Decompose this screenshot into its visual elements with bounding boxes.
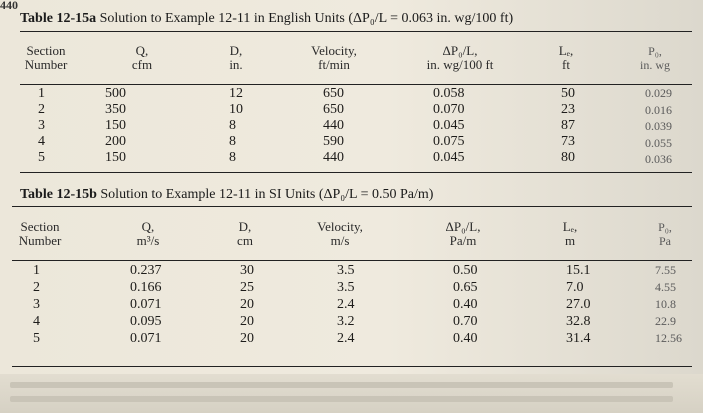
table_b-row-5-section: 5: [33, 331, 40, 346]
table_a-header-le-line2: ft: [562, 57, 570, 72]
table-a-top-rule: [20, 31, 692, 32]
table_b-header-dp-line1: ΔP₀/L,: [445, 219, 481, 234]
table_a-row-2-po: 0.016: [645, 102, 672, 117]
table_a-header-q-line2: cfm: [131, 57, 153, 72]
table_b-row-2-po: 4.55: [655, 280, 676, 294]
table_a-row-4-q: 200: [105, 134, 126, 149]
table_b-row-1-d: 30: [240, 263, 254, 278]
table_b-row-5-po: 12.56: [655, 331, 682, 345]
table_a-row-1-le: 50: [561, 86, 575, 101]
table_a-row-1-section: 1: [38, 86, 45, 101]
table_b-header-d-line1: D,: [238, 219, 252, 234]
table_a-row-2-dp: 0.070: [433, 102, 465, 117]
table_a-row-3-q: 150: [105, 118, 126, 133]
table_a-header-d-line2: in.: [229, 57, 243, 72]
table-a-label: Table 12-15a: [20, 11, 97, 26]
table-a-bottom-rule: [20, 172, 692, 173]
table_b-row-1-q: 0.237: [130, 263, 162, 278]
table_a-header-po-line2: in. wg: [640, 58, 670, 72]
table_a-row-1-q: 500: [105, 86, 126, 101]
table_a-row-3-dp: 0.045: [433, 118, 465, 133]
table_a-header-section-line2: Number: [24, 57, 68, 72]
table_b-row-5-q: 0.071: [130, 331, 162, 346]
table_b-row-1-velocity: 3.5: [337, 263, 355, 278]
table_a-row-4-d: 8: [229, 134, 236, 149]
table_a-row-1-po: 0.029: [645, 86, 672, 100]
table_a-row-4-dp: 0.075: [433, 134, 465, 149]
table_a-row-2-section: 2: [38, 102, 45, 117]
table_a-row-1-d: 12: [229, 86, 243, 101]
page-number-fragment: 440: [0, 0, 18, 10]
table-a-caption: [20, 11, 513, 27]
table_b-row-4-q: 0.095: [130, 314, 162, 329]
table_a-header-po-line1: P₀,: [648, 44, 662, 58]
table-b-title: Solution to Example 12-11 in SI Units (ΔP₀/L = 0.50 Pa/m): [100, 187, 434, 202]
table_a-row-2-velocity: 650: [323, 102, 344, 117]
table_a-row-5-section: 5: [38, 150, 45, 165]
table_a-row-4-section: 4: [38, 134, 45, 149]
table_a-row-5-po: 0.036: [645, 152, 672, 167]
table_b-row-1-le: 15.1: [566, 263, 591, 278]
table_b-header-velocity-line1: Velocity,: [317, 219, 363, 234]
table_a-row-5-dp: 0.045: [433, 150, 465, 165]
table_b-row-3-q: 0.071: [130, 297, 162, 312]
table_a-row-3-le: 87: [561, 118, 575, 133]
table-b-bottom-rule: [12, 366, 692, 367]
table_a-row-2-q: 350: [105, 102, 126, 117]
table_a-header-dp-line1: ΔP₀/L,: [442, 43, 478, 58]
table_a-row-5-d: 8: [229, 150, 236, 165]
table_b-header-le-line1: Lₑ,: [562, 219, 578, 234]
table_b-row-1-dp: 0.50: [453, 263, 478, 278]
table_b-row-4-d: 20: [240, 314, 254, 329]
table_a-row-4-le: 73: [561, 134, 575, 149]
table-a-header-rule: [20, 84, 692, 85]
table_a-header-velocity-line1: Velocity,: [311, 43, 357, 58]
table_b-header-velocity-line2: m/s: [330, 233, 350, 248]
table-b-header-rule: [12, 260, 692, 261]
table_a-row-4-po: 0.055: [645, 135, 672, 150]
table-b-top-rule: [12, 206, 692, 207]
table_a-row-5-le: 80: [561, 150, 575, 165]
table_b-header-le-line2: m: [564, 233, 576, 248]
table_a-row-4-velocity: 590: [323, 134, 344, 149]
table_a-row-3-po: 0.039: [645, 119, 672, 134]
table_b-row-2-q: 0.166: [130, 280, 162, 295]
table_b-row-4-dp: 0.70: [453, 314, 478, 329]
table_b-row-4-po: 22.9: [655, 314, 676, 328]
table_a-row-5-q: 150: [105, 150, 126, 165]
table_a-header-section-line1: Section: [26, 43, 66, 58]
table_b-row-2-velocity: 3.5: [337, 280, 355, 295]
table_b-row-2-le: 7.0: [566, 280, 584, 295]
table_b-row-3-le: 27.0: [566, 297, 591, 312]
table_a-header-q-line1: Q,: [135, 43, 149, 58]
table_b-row-4-velocity: 3.2: [337, 314, 355, 329]
table_a-row-5-velocity: 440: [323, 150, 344, 165]
table-b-caption: [20, 187, 433, 203]
table_b-row-3-section: 3: [33, 297, 40, 312]
table_a-header-velocity-line2: ft/min: [318, 57, 350, 72]
blurred-text-line: [10, 382, 673, 388]
blurred-text-line: [10, 396, 673, 402]
table_a-row-3-velocity: 440: [323, 118, 344, 133]
table_a-row-1-velocity: 650: [323, 86, 344, 101]
table_b-header-po-line2: Pa: [659, 234, 671, 248]
page-body-blur: [0, 374, 703, 413]
table_b-header-d-line2: cm: [237, 233, 253, 248]
table-a-title: Solution to Example 12-11 in English Units (ΔP₀/L = 0.063 in. wg/100 ft): [99, 11, 514, 26]
table_b-row-5-le: 31.4: [566, 331, 591, 346]
table_b-row-2-dp: 0.65: [453, 280, 478, 295]
table_b-header-dp-line2: Pa/m: [449, 233, 477, 248]
table_a-header-d-line1: D,: [229, 43, 243, 58]
table_b-header-q-line1: Q,: [141, 219, 155, 234]
table_b-row-5-dp: 0.40: [453, 331, 478, 346]
table_a-row-2-d: 10: [229, 102, 243, 117]
table_b-row-1-po: 7.55: [655, 263, 676, 277]
table_b-row-5-velocity: 2.4: [337, 331, 355, 346]
table_a-header-dp-line2: in. wg/100 ft: [426, 57, 494, 72]
table_a-header-le-line1: Lₑ,: [558, 43, 574, 58]
table_b-row-5-d: 20: [240, 331, 254, 346]
table-b-label: Table 12-15b: [20, 187, 97, 202]
table_b-header-section-line2: Number: [18, 233, 62, 248]
table_b-row-3-dp: 0.40: [453, 297, 478, 312]
table_a-row-2-le: 23: [561, 102, 575, 117]
table_b-row-1-section: 1: [33, 263, 40, 278]
table_a-row-3-section: 3: [38, 118, 45, 133]
table_b-row-3-po: 10.8: [655, 297, 676, 311]
table_a-row-1-dp: 0.058: [433, 86, 465, 101]
table_b-row-2-section: 2: [33, 280, 40, 295]
table_b-header-section-line1: Section: [20, 219, 60, 234]
table_b-row-4-section: 4: [33, 314, 40, 329]
table_b-header-q-line2: m³/s: [136, 233, 160, 248]
table_a-row-3-d: 8: [229, 118, 236, 133]
table_b-row-3-velocity: 2.4: [337, 297, 355, 312]
table_b-row-2-d: 25: [240, 280, 254, 295]
table_b-row-3-d: 20: [240, 297, 254, 312]
table_b-row-4-le: 32.8: [566, 314, 591, 329]
table_b-header-po-line1: P₀,: [658, 220, 672, 234]
